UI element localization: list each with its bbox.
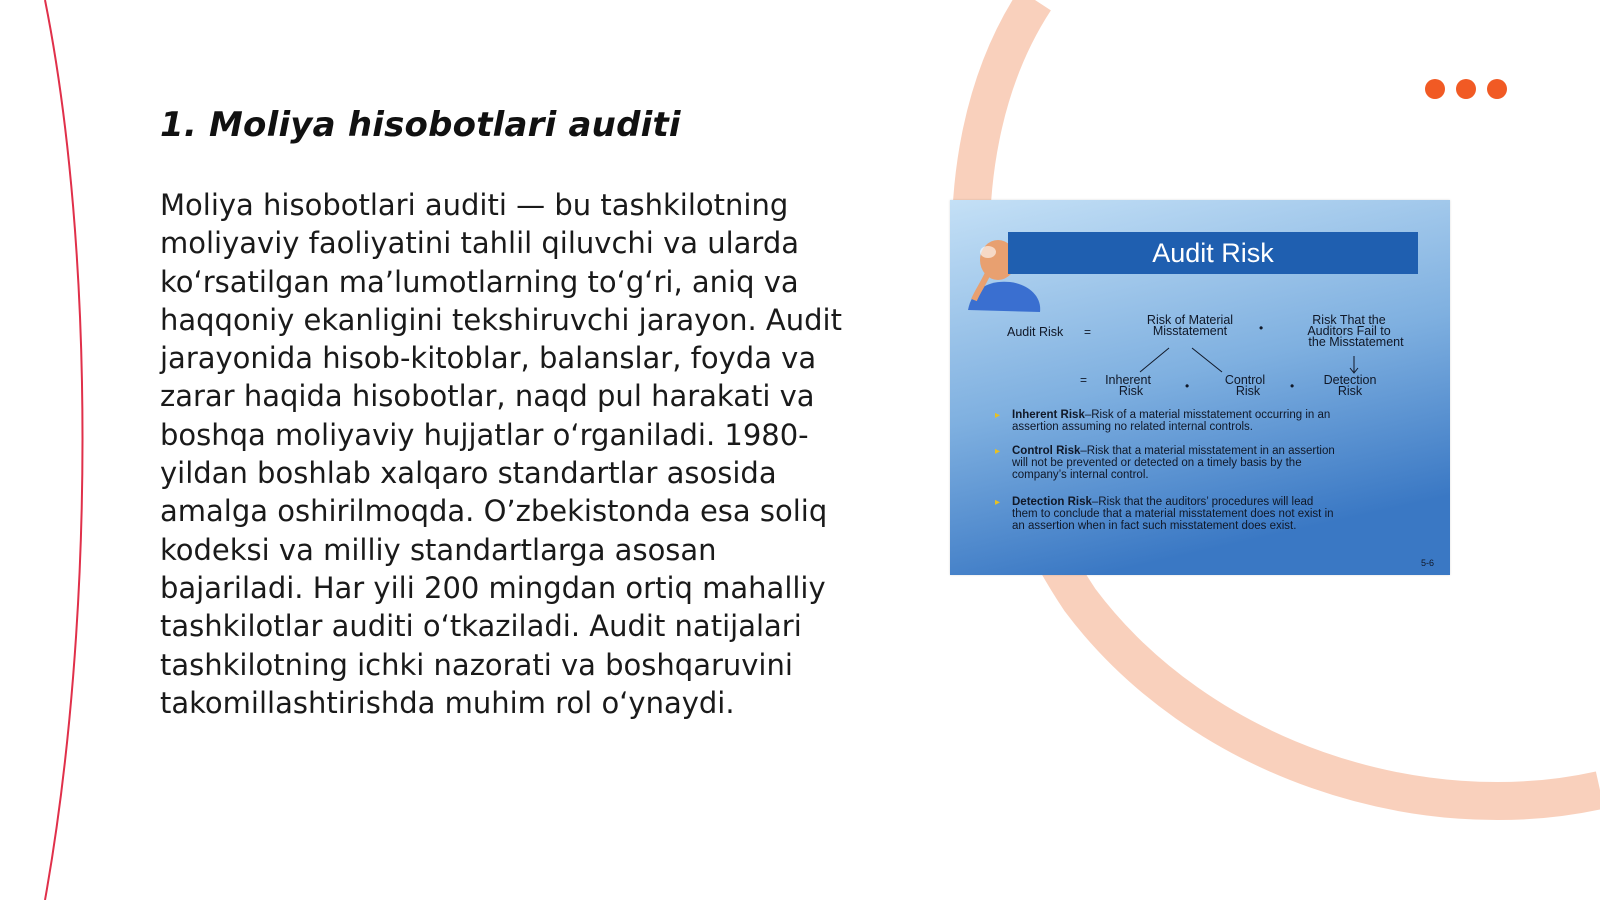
formula-times-2: • — [1185, 379, 1190, 393]
bullet-term: Control Risk — [1012, 445, 1081, 457]
bullet-text: them to conclude that a material misstatement does not exist in — [1012, 508, 1334, 520]
formula-times: • — [1259, 321, 1264, 335]
bullet-line — [1012, 445, 1335, 457]
formula-audit-risk: Audit Risk — [1007, 325, 1064, 339]
bullet-term: Inherent Risk — [1012, 409, 1085, 421]
bullet-text: company’s internal control. — [1012, 469, 1149, 481]
bullet-text: an assertion when in fact such misstatement does exist. — [1012, 520, 1297, 532]
dr-top-label-3: the Misstatement — [1308, 335, 1404, 349]
bullet-text: –Risk of a material misstatement occurring in an — [1084, 409, 1331, 421]
bullet-line — [1012, 520, 1296, 532]
dot-icon — [1425, 79, 1445, 99]
bullet-text: will not be prevented or detected on a timely basis by the — [1012, 457, 1302, 469]
ir-label-1: Inherent — [1105, 373, 1151, 387]
dot-icon — [1487, 79, 1507, 99]
three-dots-decoration — [1425, 79, 1515, 101]
bullet-line — [1012, 409, 1330, 421]
rmm-label-1: Risk of Material — [1146, 313, 1234, 327]
slide-body-text: Moliya hisobotlari auditi — bu tashkilotning moliyaviy faoliyatini tahlil qiluvchi va ularda ko‘rsatilgan ma’lumotlarning to‘g‘ri, aniq va haqqoniy ekanligini tekshiruvchi jarayon. Audit jarayonida hisob-kitoblar, balanslar, foyda va zarar haqida hisobotlar, naqd pul harakati va boshqa moliyaviy hujjatlar o‘rganiladi. 1980-yildan boshlab xalqaro standartlar asosida amalga oshirilmoqda. O’zbekistonda esa soliq kodeksi va milliy standartlarga asosan bajariladi. Har yili 200 mingdan ortiq mahalliy tashkilotlar auditi o‘tkaziladi. Audit natijalari tashkilotning ichki nazorati va boshqaruvini takomillashtirishda muhim rol o‘ynaydi. — [160, 188, 842, 720]
dr-top-label-2: Auditors Fail to — [1307, 324, 1391, 338]
dot-icon — [1456, 79, 1476, 99]
formula-times-3: • — [1290, 379, 1295, 393]
image-header-title: Audit Risk — [1152, 238, 1274, 268]
image-page-number: 5-6 — [1421, 558, 1435, 568]
formula-equals-2: = — [1080, 373, 1088, 387]
bullet-icon: ▸ — [995, 446, 1001, 457]
bullet-text: –Risk that the auditors’ procedures will lead — [1091, 496, 1314, 508]
cr-label-2: Risk — [1235, 384, 1261, 398]
dr-top-label-1: Risk That the — [1312, 313, 1386, 327]
bullet-line — [1012, 469, 1149, 481]
dr-label-2: Risk — [1337, 384, 1363, 398]
decorative-red-line — [45, 0, 83, 900]
bullet-term: Detection Risk — [1012, 496, 1092, 508]
bullet-text: –Risk that a material misstatement in an assertion — [1080, 445, 1335, 457]
bullet-line — [1012, 496, 1313, 508]
bullet-line — [1012, 508, 1334, 520]
bullet-icon: ▸ — [995, 497, 1001, 508]
bullet-line — [1012, 421, 1253, 433]
bullet-text: assertion assuming no related internal controls. — [1012, 421, 1253, 433]
bullet-line — [1011, 457, 1302, 469]
rmm-label-2: Misstatement — [1152, 324, 1228, 338]
formula-equals: = — [1084, 325, 1092, 339]
ir-label-2: Risk — [1118, 384, 1144, 398]
slide-title: 1. Moliya hisobotlari auditi — [160, 105, 681, 145]
bullet-icon: ▸ — [995, 410, 1001, 421]
dr-label-1: Detection — [1323, 373, 1377, 387]
cr-label-1: Control — [1224, 373, 1266, 387]
audit-risk-slide-image — [950, 200, 1450, 575]
